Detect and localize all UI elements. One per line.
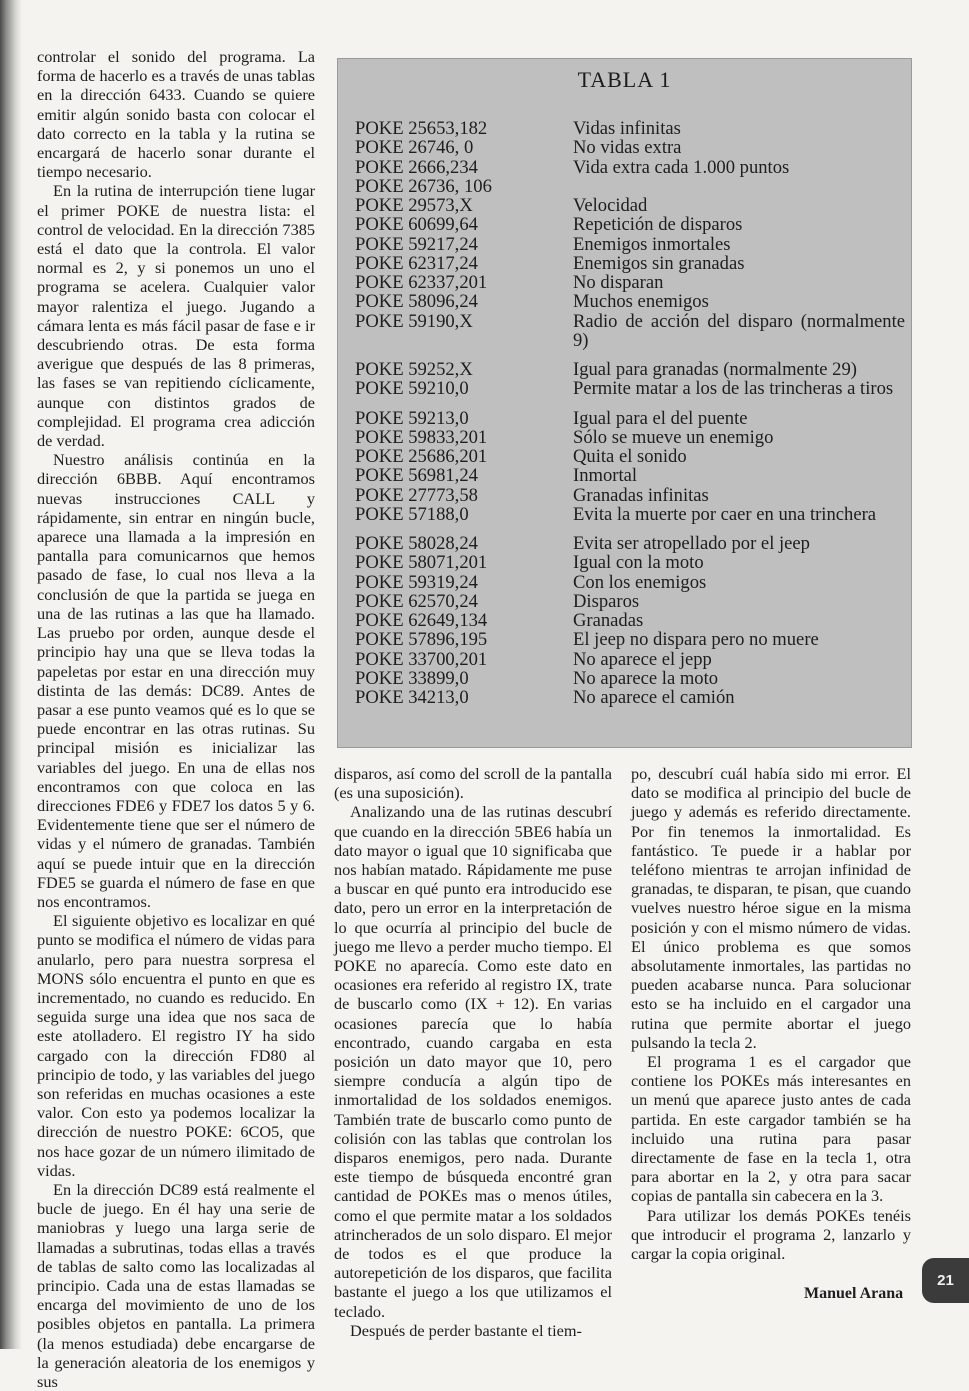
poke-code: POKE 57896,195: [355, 629, 488, 651]
poke-description: Con los enemigos: [573, 571, 707, 593]
poke-description: Quita el sonido: [573, 446, 687, 467]
table-row: [355, 505, 905, 524]
paragraph: controlar el sonido del programa. La forma de hacerlo es a través de unas tablas en la dirección 6433. Cuando se quiere emitir algún sonido basta con colocar el dato correcto en la tabla y la rutina se encargará de hacerlo sonar durante el tiempo necesario.: [37, 47, 315, 182]
poke-description: El jeep no dispara pero no muere: [573, 629, 819, 651]
poke-code: POKE 59213,0: [355, 407, 469, 429]
poke-description: No disparan: [573, 272, 664, 293]
poke-description: Evita ser atropellado por el jeep: [573, 533, 810, 554]
poke-description: Enemigos inmortales: [573, 233, 731, 255]
poke-code: POKE 59319,24: [355, 571, 478, 593]
paragraph: Después de perder bastante el tiem-: [350, 1320, 582, 1340]
poke-description: No aparece la moto: [573, 667, 719, 689]
poke-description: Inmortal: [573, 465, 638, 487]
poke-description: Igual con la moto: [573, 552, 704, 574]
table-row: [355, 158, 905, 177]
poke-code: POKE 2666,234: [355, 156, 478, 178]
table-row: [355, 592, 905, 611]
poke-code: POKE 26746, 0: [355, 137, 474, 159]
author-name: Manuel Arana: [804, 1285, 904, 1302]
table-row: [355, 447, 905, 466]
table-row: [355, 177, 905, 196]
poke-code: POKE 59210,0: [355, 378, 469, 400]
poke-code: POKE 58028,24: [355, 533, 478, 554]
table-row: [355, 119, 905, 138]
table-row: [355, 254, 905, 273]
poke-code: POKE 62649,134: [355, 610, 488, 631]
table-row: [355, 273, 905, 292]
paragraph: disparos, así como del scroll de la pantalla (es una suposición).: [334, 764, 612, 803]
poke-description: Vida extra cada 1.000 puntos: [573, 156, 790, 178]
poke-code: POKE 33700,201: [355, 648, 488, 670]
poke-code: POKE 58071,201: [355, 552, 488, 574]
paragraph: Analizando una de las rutinas descubrí que cuando en la dirección 5BE6 había un dato mayor o igual que 10 significaba que nos habían matado. Rápidamente me puse a buscar en qué punto era introducido ese dato, pero un error en la interpretación de lo que ocurría al principio del bucle de juego me llevo a perder mucho tiempo. El POKE no aparecía. Como este dato en ocasiones era referido al registro IX, trate de buscarlo como (IX + 12). En varias ocasiones parecía que lo había encontrado, cuando cargaba en esta posición un dato mayor que 10, pero siempre conducía a algún tipo de inmortalidad de los soldados enemigos. También trate de buscarlo como punto de colisión con las tablas que controlan los disparos enemigos, pero nada. Durante este tiempo de búsqueda encontré gran cantidad de POKEs mas o menos útiles, como el que permite matar a los soldados atrincherados de un solo disparo. El mejor de todos es el que produce la autorepetición de los disparos, que facilita bastante el juego a los que utilizamos el teclado.: [334, 802, 612, 1321]
poke-description: No vidas extra: [573, 137, 682, 159]
table-row: [355, 292, 905, 311]
poke-code: POKE 27773,58: [355, 484, 478, 506]
poke-description: Velocidad: [573, 195, 648, 216]
poke-description: Igual para granadas (normalmente 29): [573, 359, 857, 380]
poke-code: POKE 59252,X: [355, 359, 473, 380]
poke-table-box: [337, 58, 912, 748]
poke-description: Igual para el del puente: [573, 407, 748, 429]
poke-description: Evita la muerte por caer en una trinchera: [573, 503, 877, 525]
table-row: [355, 215, 905, 234]
paragraph: En la dirección DC89 está realmente el bucle de juego. En él hay una serie de maniobras y luego una larga serie de llamadas a subrutinas, todas ellas a través de tablas de salto como las localizadas al principio. Cada una de estas llamadas se encarga del movimiento de uno de los posibles objetos en pantalla. La primera (la menos estudiada) debe encargarse de la generación aleatoria de los enemigos y sus: [37, 1179, 315, 1391]
paragraph: El programa 1 es el cargador que contiene los POKEs más interesantes en un menú que aparece justo antes de cada partida. En este cargador también se ha incluido una rutina para pasar directamente de fase en la tecla 1, otra para abortar en la 2, y otra para sacar copias de pantalla sin cabecera en la 3.: [631, 1052, 911, 1206]
poke-code: POKE 57188,0: [355, 503, 469, 525]
poke-description: [573, 177, 905, 196]
poke-code: POKE 33899,0: [355, 667, 469, 689]
paragraph: Para utilizar los demás POKEs tenéis que introducir el programa 2, lanzarlo y cargar la copia original.: [631, 1205, 911, 1264]
poke-code: POKE 25653,182: [355, 118, 488, 139]
poke-code: POKE 62317,24: [355, 252, 478, 274]
poke-code: POKE 56981,24: [355, 465, 478, 487]
article-column-1: [37, 47, 315, 1391]
poke-description: Muchos enemigos: [573, 291, 709, 313]
table-row: [355, 650, 905, 669]
poke-code: POKE 29573,X: [355, 195, 473, 216]
table-row: [355, 534, 905, 553]
poke-description: Disparos: [573, 590, 640, 612]
poke-code: POKE 59833,201: [355, 426, 488, 448]
poke-code: POKE 60699,64: [355, 214, 478, 236]
poke-description: Enemigos sin granadas: [573, 252, 745, 274]
table-row: [355, 466, 905, 485]
poke-description: No aparece el camión: [573, 687, 735, 708]
poke-description: Vidas infinitas: [573, 118, 681, 139]
table-row: [355, 379, 905, 398]
poke-code: POKE 62337,201: [355, 272, 488, 293]
poke-description: No aparece el jepp: [573, 648, 712, 670]
article-column-2: [334, 764, 612, 1340]
table-row: [355, 688, 905, 707]
table-row: [355, 611, 905, 630]
table-row: [355, 312, 905, 351]
poke-code: POKE 34213,0: [355, 687, 469, 708]
table-row: [355, 486, 905, 505]
table-title: TABLA 1: [577, 67, 672, 92]
poke-description: Sólo se mueve un enemigo: [573, 426, 774, 448]
poke-description: Repetición de disparos: [573, 214, 743, 236]
table-row: [355, 573, 905, 592]
poke-code: POKE 62570,24: [355, 590, 478, 612]
poke-table: [355, 119, 905, 707]
table-row: [355, 138, 905, 157]
poke-code: POKE 59217,24: [355, 233, 478, 255]
page-number: 21: [922, 1258, 969, 1303]
table-row: [355, 360, 905, 379]
page-binding-shadow: [0, 0, 22, 1349]
poke-description: Permite matar a los de las trincheras a tiros: [573, 378, 894, 400]
table-row: [355, 553, 905, 572]
table-row: [355, 235, 905, 254]
article-column-3: [631, 764, 911, 1263]
paragraph: En la rutina de interrupción tiene lugar el primer POKE de nuestra lista: el control de velocidad. En la dirección 7385 está el dato que la controla. El valor normal es 2, y si ponemos un uno el programa se acelera. Cualquier valor mayor ralentiza el juego. Jugando a cámara lenta es más fácil pasar de fase e ir descubriendo otras. De esta forma averigue que después de las 8 primeras, las fases se van repitiendo cíclicamente, aunque con distintos grados de complejidad. El programa crea adicción de verdad.: [37, 181, 315, 451]
poke-description: Granadas: [573, 610, 644, 631]
table-row: [355, 409, 905, 428]
table-row: [355, 196, 905, 215]
poke-code: POKE 59190,X: [355, 310, 473, 332]
paragraph: Nuestro análisis continúa en la dirección 6BBB. Aquí encontramos nuevas instrucciones CALL y rápidamente, sin entrar en ningún bucle, aparece una llamada a la impresión en pantalla para comunicarnos que hemos pasado de fase, lo cual nos lleva a la conclusión de que la partida se juega en una de las rutinas a las que ha llamado. Las pruebo por orden, aunque desde el principio hay una que se lleva todas la papeletas por estar en una dirección muy distinta de las demás: DC89. Antes de pasar a ese punto veamos qué es lo que se puede encontrar en las otras rutinas. Su principal misión es inicializar las variables del juego. En una de ellas nos encontramos con que coloca en las direcciones FDE6 y FDE7 los datos 5 y 6. Evidentemente tiene que ser el número de vidas y el número de granadas. También aquí se puede intuir que en la dirección FDE5 se guarda el número de fase en que nos encontramos.: [37, 450, 315, 911]
paragraph: po, descubrí cuál había sido mi error. El dato se modifica al principio del bucle de juego y además es referido directamente. Por fin tenemos la inmortalidad. Es fantástico. Te puede ir a hablar por teléfono mientras te arrojan infinidad de granadas, te disparan, te pisan, que cuando vuelves nuestro héroe sigue en la misma posición y con el mismo número de vidas. El único problema es que somos absolutamente inmortales, las partidas no pueden acabarse nunca. Para solucionar esto se ha incluido en el cargador una rutina que permite abortar el juego pulsando la tecla 2.: [631, 764, 911, 1052]
poke-description: Granadas infinitas: [573, 484, 709, 506]
paragraph: El siguiente objetivo es localizar en qué punto se modifica el número de vidas para anularlo, pero para nuestra sorpresa el MONS sólo encuentra el punto en que es incrementado, no cuando es reducido. En seguida surge una idea que nos saca de este atolladero. El registro IY ha sido cargado con la dirección FD80 al principio de todo, y las variables del juego son referidas en muchas ocasiones a este valor. Con esto ya podemos localizar la dirección de nuestro POKE: 6CO5, que nos hace gozar de un número ilimitado de vidas.: [37, 911, 315, 1180]
table-row: [355, 630, 905, 649]
table-row: [355, 428, 905, 447]
poke-code: POKE 58096,24: [355, 291, 478, 313]
table-row: [355, 669, 905, 688]
poke-code: POKE 26736, 106: [355, 175, 492, 197]
poke-description: Radio de acción del disparo (normalmente 9): [573, 310, 905, 351]
poke-code: POKE 25686,201: [355, 446, 488, 467]
